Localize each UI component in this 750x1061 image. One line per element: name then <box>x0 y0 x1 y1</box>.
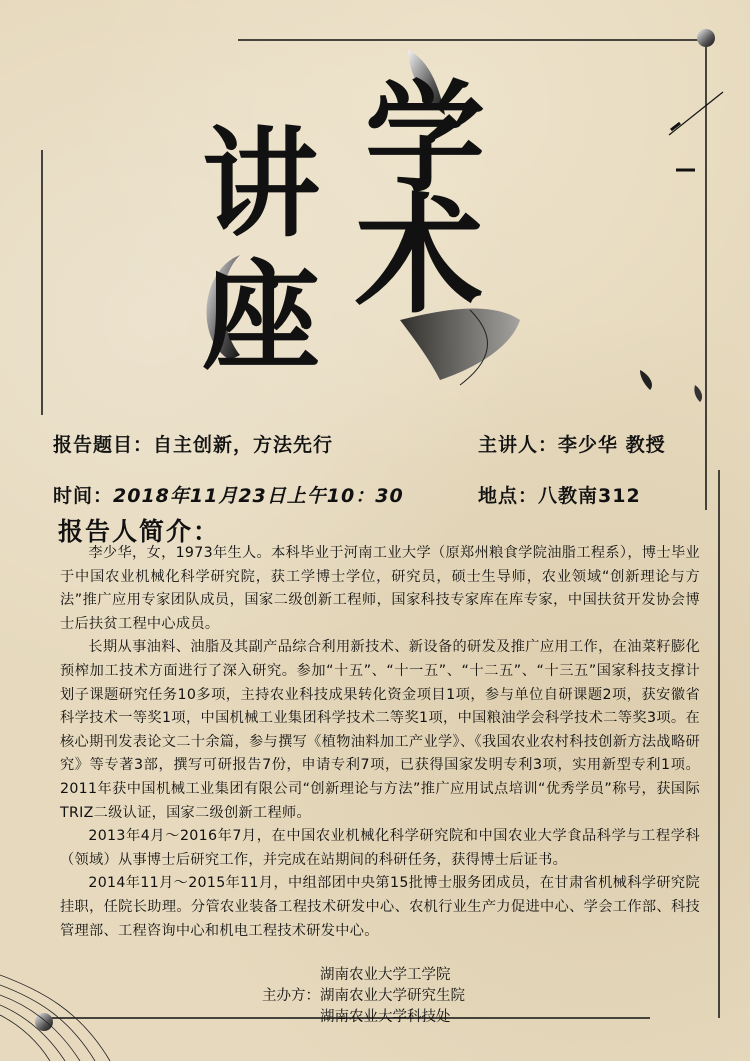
sphere-top-right <box>697 29 715 47</box>
speaker-row <box>478 430 666 457</box>
bio-paragraph: 李少华，女，1973年生人。本科毕业于河南工业大学（原郑州粮食学院油脂工程系），博士毕业于中国农业机械化科学研究院，获工学博士学位，研究员，硕士生导师，农业领域“创新理论与方法”推广应用专家团队成员，国家二级创新工程师，国家科技专家库在库专家，中国扶贫开发协会博士后扶贫工程中心成员。 <box>60 545 700 632</box>
organizer-item: 湖南农业大学研究生院 <box>320 988 465 1004</box>
organizers-block <box>262 965 465 1028</box>
location-label: 地点： <box>478 485 539 507</box>
location-value: 八教南312 <box>538 485 641 507</box>
bio-paragraph: 2014年11月～2015年11月，中组部团中央第15批博士服务团成员，在甘肃省机械科学研究院挂职，任院长助理。分管农业装备工程技术研发中心、农机行业生产力促进中心、学会工作部、科技管理部、工程咨询中心和机电工程技术研发中心。 <box>60 875 700 939</box>
topic-label: 报告题目： <box>53 434 154 456</box>
location-row <box>478 481 641 508</box>
bio-paragraph: 2013年4月～2016年7月，在中国农业机械化科学研究院和中国农业大学食品科学与工程学科（领域）从事博士后研究工作，并完成在站期间的科研任务，获得博士后证书。 <box>60 828 700 868</box>
organizers-label: 主办方： <box>262 988 320 1004</box>
time-label: 时间： <box>53 485 114 507</box>
speaker-label: 主讲人： <box>478 434 559 456</box>
title-char-jiang: 讲 <box>202 114 321 253</box>
organizer-item: 湖南农业大学科技处 <box>320 1009 451 1025</box>
topic-row <box>53 430 333 457</box>
organizer-item: 湖南农业大学工学院 <box>320 967 451 983</box>
time-row <box>53 481 404 508</box>
title-calligraphy <box>190 40 550 400</box>
title-char-zuo: 座 <box>202 247 321 386</box>
topic-value: 自主创新，方法先行 <box>153 434 334 456</box>
speaker-value: 李少华 教授 <box>558 434 666 456</box>
bio-body <box>60 542 700 943</box>
title-char-shu: 术 <box>355 181 484 331</box>
bio-paragraph: 长期从事油料、油脂及其副产品综合利用新技术、新设备的研发及推广应用工作，在油菜籽膨化预榨加工技术方面进行了深入研究。参加“十五”、“十一五”、“十二五”、“十三五”国家科技支撑计划子课题研究任务10多项，主持农业科技成果转化资金项目1项，参与单位自研课题2项，获安徽省科学技术一等奖1项，中国机械工业集团科学技术二等奖1项，中国粮油学会科学技术二等奖3项。在核心期刊发表论文二十余篇，参与撰写《植物油料加工产业学》、《我国农业农村科技创新方法战略研究》等专著3部，撰写可研报告7份，申请专利7项，已获得国家发明专利3项，实用新型专利1项。2011年获中国机械工业集团有限公司“创新理论与方法”推广应用试点培训“优秀学员”称号，获国际TRIZ二级认证，国家二级创新工程师。 <box>60 639 700 821</box>
bio-heading: 报告人简介： <box>58 517 221 546</box>
time-value: 2018年11月23日上午10：30 <box>113 485 404 507</box>
title-char-xue: 学 <box>365 68 485 209</box>
